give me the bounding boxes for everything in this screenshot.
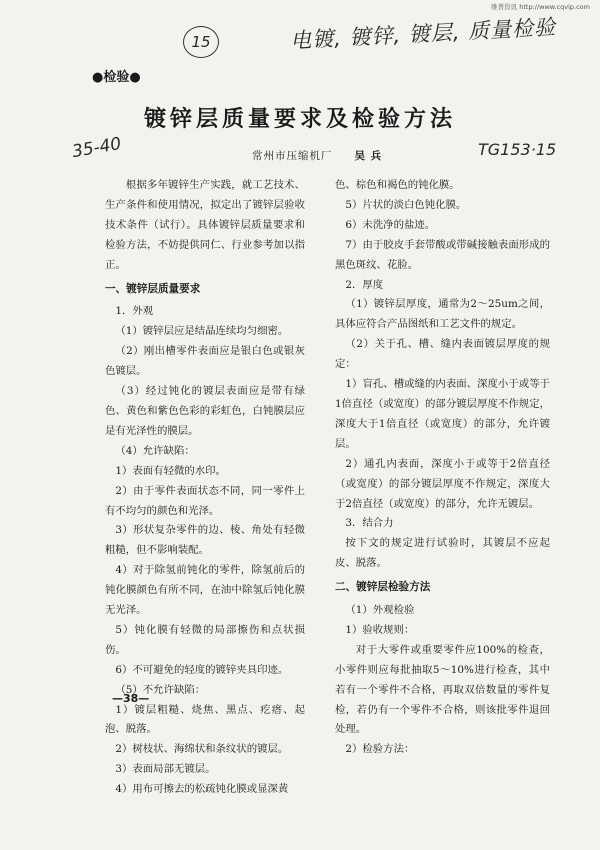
paragraph: （2）关于孔、槽、缝内表面镀层厚度的规定： bbox=[335, 338, 550, 371]
paragraph: （3）经过钝化的镀层表面应是带有绿色、黄色和紫色色彩的彩虹色，白钝膜层应是有光泽性的膜层。 bbox=[105, 385, 305, 437]
paragraph: 5）片状的淡白色钝化膜。 bbox=[345, 198, 467, 211]
paragraph: 3．结合力 bbox=[345, 517, 394, 530]
handwritten-keywords: 电镀, 镀锌, 镀层, 质量检验 bbox=[289, 15, 557, 53]
paragraph: 6）不可避免的轻度的镀锌夹具印迹。 bbox=[115, 663, 289, 676]
watermark-text: 维普资讯 http://www.cqvip.com bbox=[491, 3, 590, 11]
paragraph: 根据多年镀锌生产实践，就工艺技术、生产条件和使用情况，拟定出了镀锌层验收技术条件（试行）。具体镀锌层质量要求和检验方法，不妨提供同仁、行业参考加以指正。 bbox=[105, 179, 305, 271]
section-tag: ●检验● bbox=[92, 70, 141, 85]
paragraph: （2）刚出槽零件表面应是银白色或银灰色镀层。 bbox=[105, 345, 305, 378]
right-text-column bbox=[335, 176, 550, 760]
paragraph: 1）盲孔、槽或缝的内表面、深度小于或等于1倍直径（或宽度）的部分镀层厚度不作规定，深度大于1倍直径（或宽度）的部分，允许镀层。 bbox=[335, 378, 550, 450]
paragraph: 1）镀层粗糙、烧焦、黑点、疙瘩、起泡、脱落。 bbox=[105, 703, 305, 736]
section-heading: 二、镀锌层检验方法 bbox=[335, 581, 431, 594]
paragraph: （1）外观检验 bbox=[345, 604, 415, 617]
author-name: 吴 兵 bbox=[354, 150, 383, 162]
page-number: —38— bbox=[112, 692, 150, 705]
author-affiliation: 常州市压缩机厂 bbox=[252, 150, 333, 162]
paragraph: 3）形状复杂零件的边、棱、角处有轻微粗糙，但不影响装配。 bbox=[105, 524, 305, 557]
handwritten-classification: TG153·15 bbox=[478, 140, 557, 159]
author-line bbox=[252, 148, 382, 163]
paragraph: 3）表面局部无镀层。 bbox=[115, 763, 216, 776]
paragraph: （1）镀锌层厚度，通常为2～25um之间，具体应符合产品图纸和工艺文件的规定。 bbox=[335, 298, 550, 331]
paragraph: 2）由于零件表面状态不同，同一零件上有不均匀的颜色和光泽。 bbox=[105, 484, 305, 517]
paragraph: 1）表面有轻微的水印。 bbox=[115, 464, 226, 477]
paragraph: 2）检验方法： bbox=[345, 743, 415, 756]
paragraph: （1）镀锌层应是结晶连续均匀细密。 bbox=[115, 325, 289, 338]
paragraph: 6）未洗净的盐迹。 bbox=[345, 218, 436, 231]
paragraph: 2．厚度 bbox=[345, 278, 384, 291]
left-text-column bbox=[105, 176, 305, 800]
paragraph: 对于大零件或重要零件应100%的检查，小零件则应每批抽取5～10%进行检查，其中若有一个零件不合格，再取双倍数量的零件复检，若仍有一个零件不合格，则该批零件退回处理。 bbox=[335, 643, 550, 736]
paragraph: 1．外观 bbox=[115, 305, 154, 318]
paragraph: 5）钝化膜有轻微的局部擦伤和点状损伤。 bbox=[105, 623, 305, 656]
handwritten-circle-number: 15 bbox=[183, 26, 219, 58]
paragraph: 4）对于除氢前钝化的零件，除氢前后的钝化膜颜色有所不同，在油中除氢后钝化膜无光泽。 bbox=[105, 564, 305, 617]
paragraph: 按下文的规定进行试验时，其镀层不应起皮、脱落。 bbox=[335, 537, 550, 570]
section-heading: 一、镀锌层质量要求 bbox=[105, 282, 201, 295]
paragraph: 2）树枝状、海绵状和条纹状的镀层。 bbox=[115, 743, 289, 756]
article-title: 镀锌层质量要求及检验方法 bbox=[143, 107, 456, 132]
paragraph: 4）用布可擦去的松疏钝化膜或显深黄 bbox=[115, 783, 289, 796]
handwritten-page-range: 35-40 bbox=[70, 133, 123, 163]
paragraph: 1）验收规则： bbox=[345, 623, 415, 636]
paragraph: 7）由于胶皮手套带酸或带碱接触表面形成的黑色斑纹、花脸。 bbox=[335, 238, 550, 271]
paragraph: 2）通孔内表面，深度小于或等于2倍直径（或宽度）的部分镀层厚度不作规定，深度大于2倍直径（或宽度）的部分，允许无镀层。 bbox=[335, 457, 550, 510]
paragraph: 色、棕色和褐色的钝化膜。 bbox=[335, 179, 460, 191]
paragraph: （5）不允许缺陷： bbox=[115, 683, 206, 696]
paragraph: （4）允许缺陷： bbox=[115, 444, 195, 457]
